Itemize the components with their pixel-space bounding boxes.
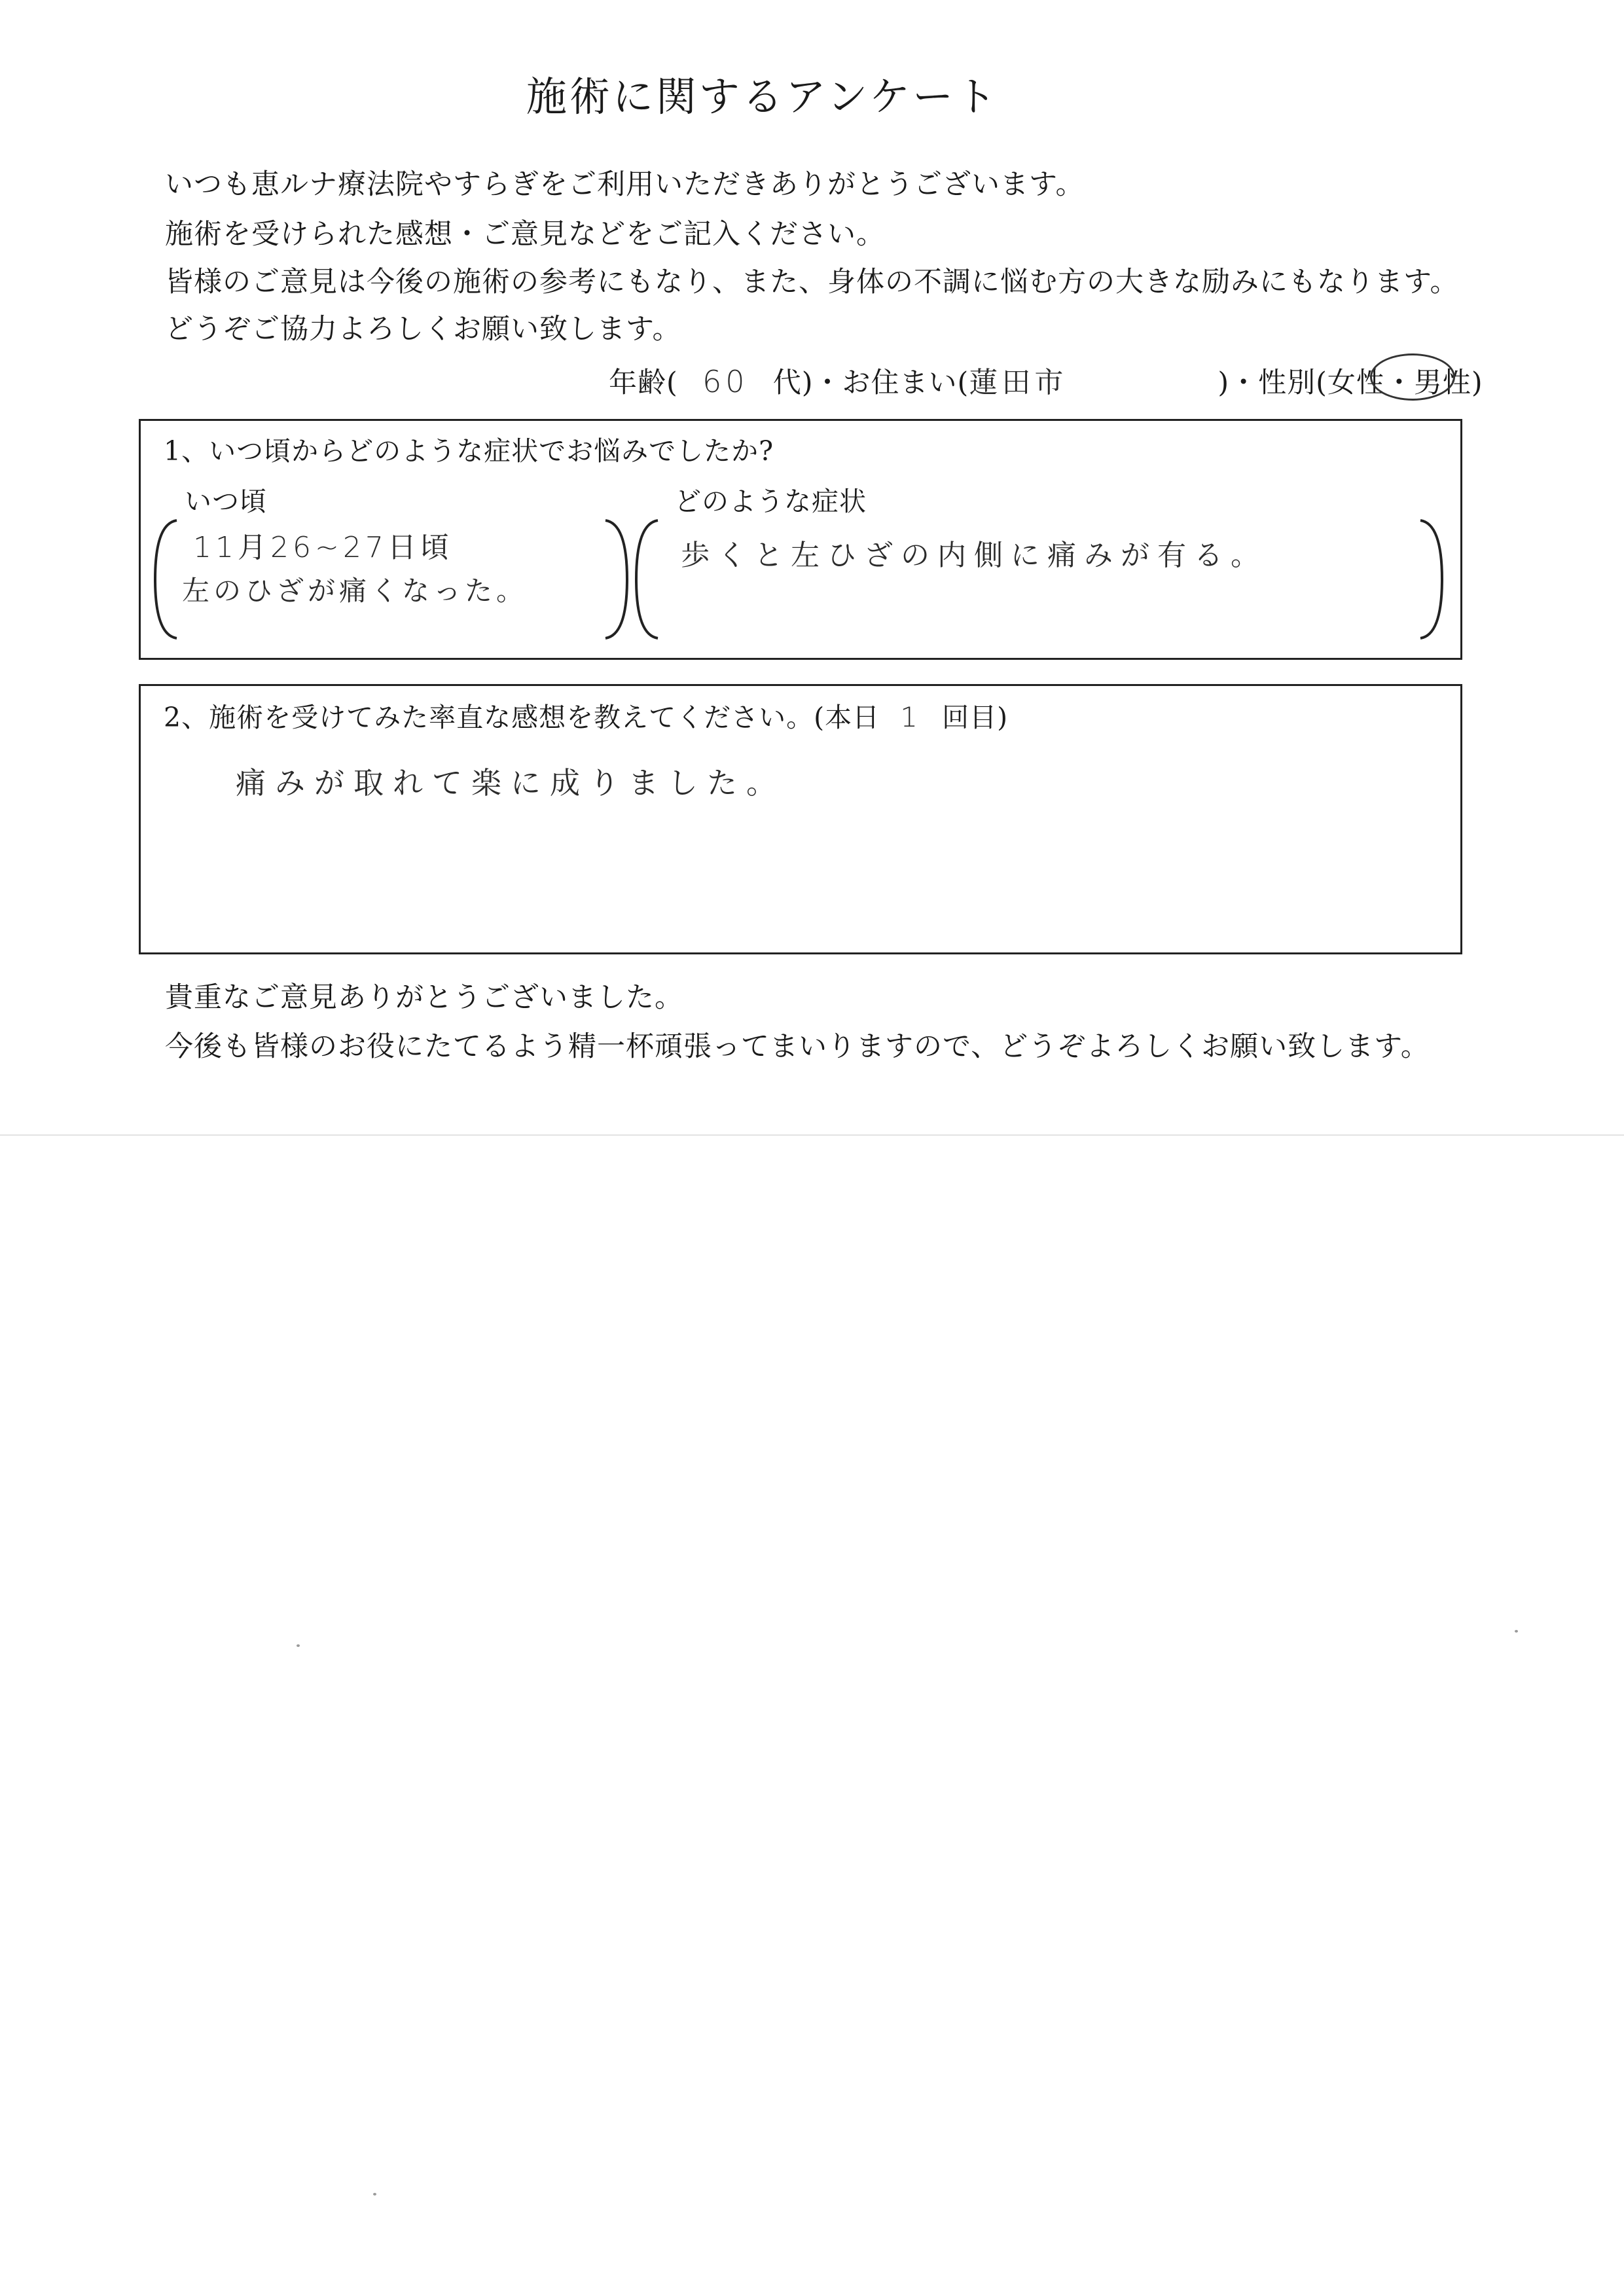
question2-label bbox=[164, 696, 1008, 734]
question1-label: 1、いつ頃からどのような症状でお悩みでしたか? bbox=[164, 435, 774, 467]
scan-fold-line bbox=[0, 1134, 1624, 1136]
scan-speck bbox=[1515, 1630, 1518, 1633]
intro-line-4: どうぞご協力よろしくお願い致します。 bbox=[165, 313, 681, 346]
gender-close: ) bbox=[1471, 367, 1483, 399]
age-label: 年齢( bbox=[609, 367, 678, 399]
symptom-bracket-left bbox=[636, 520, 658, 638]
question2-answer: 痛みが取れて楽に成りました。 bbox=[236, 765, 785, 801]
closing-line-2: 今後も皆様のお役にたてるよう精一杯頑張ってまいりますので、どうぞよろしくお願い致します。 bbox=[165, 1030, 1430, 1063]
profile-row bbox=[609, 359, 1483, 401]
gender-label: )・性別(女性・ bbox=[1218, 367, 1414, 399]
when-label: いつ頃 bbox=[185, 486, 267, 517]
residence-value: 蓮田市 bbox=[969, 366, 1068, 399]
when-answer-line-2: 左のひざが痛くなった。 bbox=[182, 575, 528, 607]
question2-label-suffix: 回目) bbox=[942, 702, 1009, 733]
gender-selected: 男性 bbox=[1413, 367, 1471, 399]
intro-line-1: いつも恵ルナ療法院やすらぎをご利用いただきありがとうございます。 bbox=[165, 168, 1085, 201]
when-bracket-right bbox=[605, 520, 627, 638]
scan-speck bbox=[373, 2193, 376, 2196]
question2-label-text: 2、施術を受けてみた率直な感想を教えてください。(本日 bbox=[164, 702, 880, 733]
when-bracket-left bbox=[155, 520, 177, 638]
gender-circle-mark bbox=[1370, 353, 1455, 401]
visit-count: 1 bbox=[900, 701, 922, 733]
when-answer-line-1: 11月26~27日頃 bbox=[193, 531, 453, 564]
intro-line-3: 皆様のご意見は今後の施術の参考にもなり、また、身体の不調に悩む方の大きな励みにもなります。 bbox=[165, 266, 1459, 298]
symptom-bracket-right bbox=[1420, 520, 1442, 638]
residence-label: 代)・お住まい( bbox=[772, 367, 969, 399]
intro-line-2: 施術を受けられた感想・ご意見などをご記入ください。 bbox=[165, 218, 885, 251]
age-value: 60 bbox=[702, 364, 749, 399]
survey-title: 施術に関するアンケート bbox=[526, 73, 1000, 120]
closing-line-1: 貴重なご意見ありがとうございました。 bbox=[165, 981, 683, 1014]
scan-speck bbox=[297, 1644, 300, 1647]
symptom-answer: 歩くと左ひざの内側に痛みが有る。 bbox=[681, 539, 1267, 572]
symptom-label: どのような症状 bbox=[674, 486, 867, 517]
